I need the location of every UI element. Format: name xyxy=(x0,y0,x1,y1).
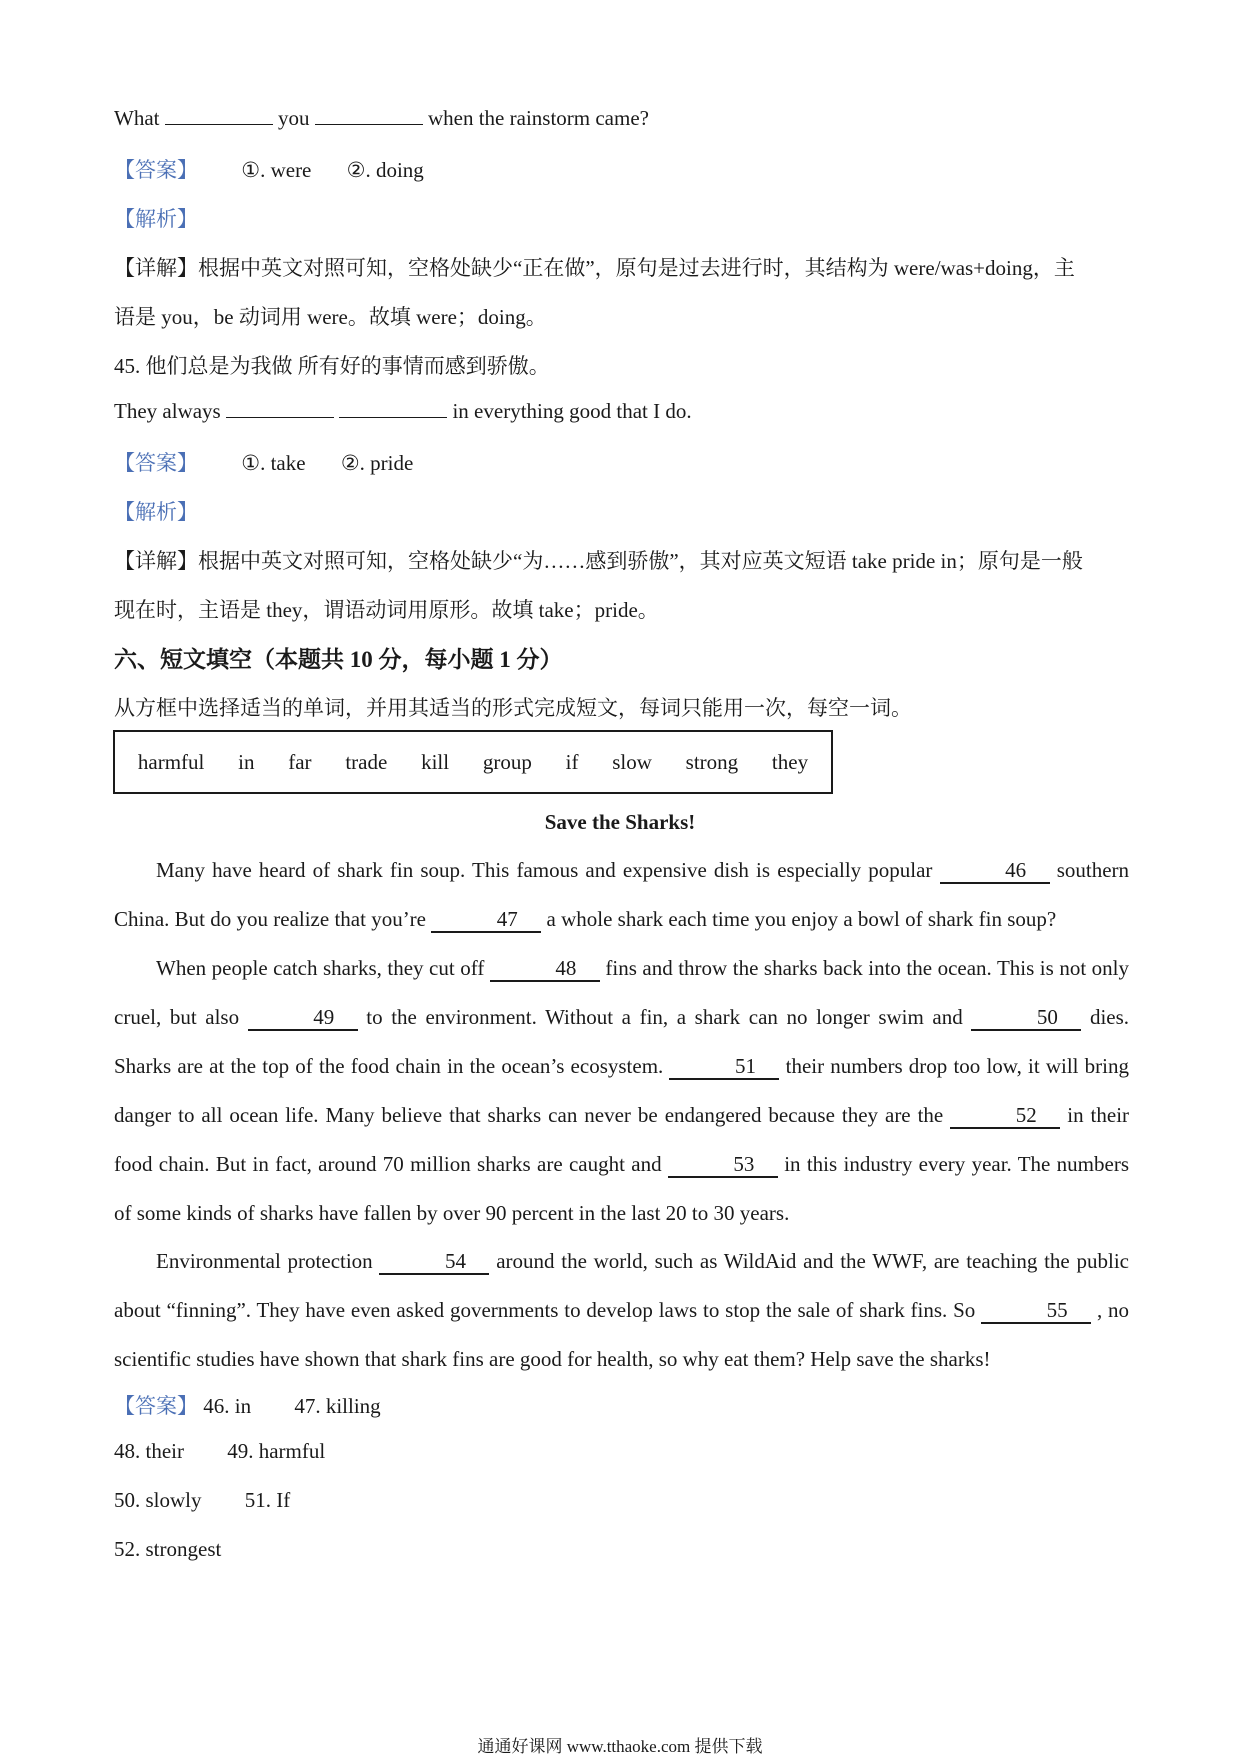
q44-detail-line-1: 【详解】根据中英文对照可知，空格处缺少“正在做”，原句是过去进行时，其结构为 were/was+doing，主 xyxy=(114,256,1075,280)
answers-row-2 xyxy=(114,1439,325,1464)
blank-51: 51 xyxy=(669,1055,779,1080)
q44-detail-line-2: 语是 you，be 动词用 were。故填 were；doing。 xyxy=(114,305,547,329)
blank-48: 48 xyxy=(490,957,600,982)
word-box xyxy=(113,730,833,794)
analysis-tag: 【解析】 xyxy=(114,207,198,231)
q44-question xyxy=(114,106,649,131)
word-box-item: in xyxy=(238,749,255,774)
blank-49: 49 xyxy=(248,1006,358,1031)
blank-46: 46 xyxy=(940,859,1050,884)
blank-53: 53 xyxy=(668,1153,778,1178)
q45-answer-2: ②. pride xyxy=(340,451,414,475)
answer-47: 47. killing xyxy=(294,1394,381,1418)
passage-text: in this industry every year. The numbers of some kinds of sharks have fallen by over 90 percent in the last 20 to 30 years. xyxy=(114,1152,1130,1225)
blank-50: 50 xyxy=(971,1006,1081,1031)
q45-question-start: They always xyxy=(114,399,221,423)
section-instruction: 从方框中选择适当的单词，并用其适当的形式完成短文，每词只能用一次，每空一词。 xyxy=(114,696,912,720)
q45-blank-1 xyxy=(226,401,334,418)
passage-text: around the world, such as WildAid and the WWF, are teaching the public about “finning”. They have even asked governments to develop laws to stop the sale of shark fins. So xyxy=(114,1249,1129,1322)
q44-question-mid: you xyxy=(277,106,310,130)
q45-detail-line-2: 现在时，主语是 they，谓语动词用原形。故填 take；pride。 xyxy=(114,598,659,622)
q44-question-start: What xyxy=(114,106,160,130)
passage-text: When people catch sharks, they cut off xyxy=(156,956,485,980)
answer-48: 48. their xyxy=(114,1439,184,1463)
q44-blank-1 xyxy=(165,108,273,125)
passage-text: Many have heard of shark fin soup. This famous and expensive dish is especially popular xyxy=(156,858,933,882)
blank-54: 54 xyxy=(379,1250,489,1275)
q44-blank-2 xyxy=(315,108,423,125)
q44-question-end: when the rainstorm came? xyxy=(427,106,649,130)
passage-text: , no scientific studies have shown that shark fins are good for health, so why eat them? Help save the sharks! xyxy=(114,1298,1130,1371)
answer-tag: 【答案】 xyxy=(114,158,198,182)
word-box-item: trade xyxy=(345,749,388,774)
word-box-item: kill xyxy=(421,749,450,774)
passage-text: Environmental protection xyxy=(156,1249,373,1273)
word-box-item: if xyxy=(565,749,579,774)
answer-tag: 【答案】 xyxy=(114,451,198,475)
q45-question xyxy=(114,399,692,424)
word-box-item: harmful xyxy=(137,749,205,774)
word-box-item: group xyxy=(482,749,532,774)
passage-paragraph-1 xyxy=(114,846,1129,944)
word-box-item: far xyxy=(288,749,312,774)
q45-answer xyxy=(114,447,413,477)
answers-row-4 xyxy=(114,1537,221,1562)
section-heading: 六、短文填空（本题共 10 分，每小题 1 分） xyxy=(114,647,563,672)
answer-tag: 【答案】 xyxy=(114,1394,198,1418)
passage-text: fins and throw the sharks back into the ocean. This is not only cruel, but also xyxy=(114,956,1129,1029)
blank-47: 47 xyxy=(431,908,541,933)
analysis-tag: 【解析】 xyxy=(114,500,198,524)
answer-49: 49. harmful xyxy=(227,1439,326,1463)
blank-55: 55 xyxy=(981,1299,1091,1324)
passage-paragraph-2 xyxy=(114,944,1129,1238)
passage-paragraph-3 xyxy=(114,1237,1129,1384)
passage-title: Save the Sharks! xyxy=(544,810,696,834)
answer-46: 46. in xyxy=(203,1394,252,1418)
answer-52: 52. strongest xyxy=(114,1537,222,1561)
passage-text: to the environment. Without a fin, a shark can no longer swim and xyxy=(366,1005,963,1029)
q45-question-end: in everything good that I do. xyxy=(452,399,692,423)
q44-answer-1: ①. were xyxy=(241,158,312,182)
word-box-item: strong xyxy=(685,749,739,774)
q45-prompt: 45. 他们总是为我做 所有好的事情而感到骄傲。 xyxy=(114,354,550,378)
word-box-item: slow xyxy=(612,749,652,774)
passage-text: their numbers drop too low, it will bring danger to all ocean life. Many believe that sharks can never be endangered because they are the xyxy=(114,1054,1130,1127)
page-footer: 通通好课网 www.tthaoke.com 提供下载 xyxy=(477,1737,763,1756)
passage-text: southern China. But do you realize that you’re xyxy=(114,858,1130,931)
q45-answer-1: ①. take xyxy=(241,451,306,475)
passage-text: in their food chain. But in fact, around 70 million sharks are caught and xyxy=(114,1103,1130,1176)
answers-row-1 xyxy=(114,1390,381,1420)
answer-50: 50. slowly xyxy=(114,1488,202,1512)
word-box-item: they xyxy=(771,749,809,774)
q45-blank-2 xyxy=(339,401,447,418)
blank-52: 52 xyxy=(950,1104,1060,1129)
q44-answer xyxy=(114,154,424,184)
answer-51: 51. If xyxy=(244,1488,291,1512)
q44-answer-2: ②. doing xyxy=(346,158,424,182)
passage-text: dies. Sharks are at the top of the food chain in the ocean’s ecosystem. xyxy=(114,1005,1130,1078)
answers-row-3 xyxy=(114,1488,290,1513)
q45-detail-line-1: 【详解】根据中英文对照可知，空格处缺少“为……感到骄傲”，其对应英文短语 take pride in；原句是一般 xyxy=(114,549,1083,573)
passage-text: a whole shark each time you enjoy a bowl of shark fin soup? xyxy=(546,907,1057,931)
